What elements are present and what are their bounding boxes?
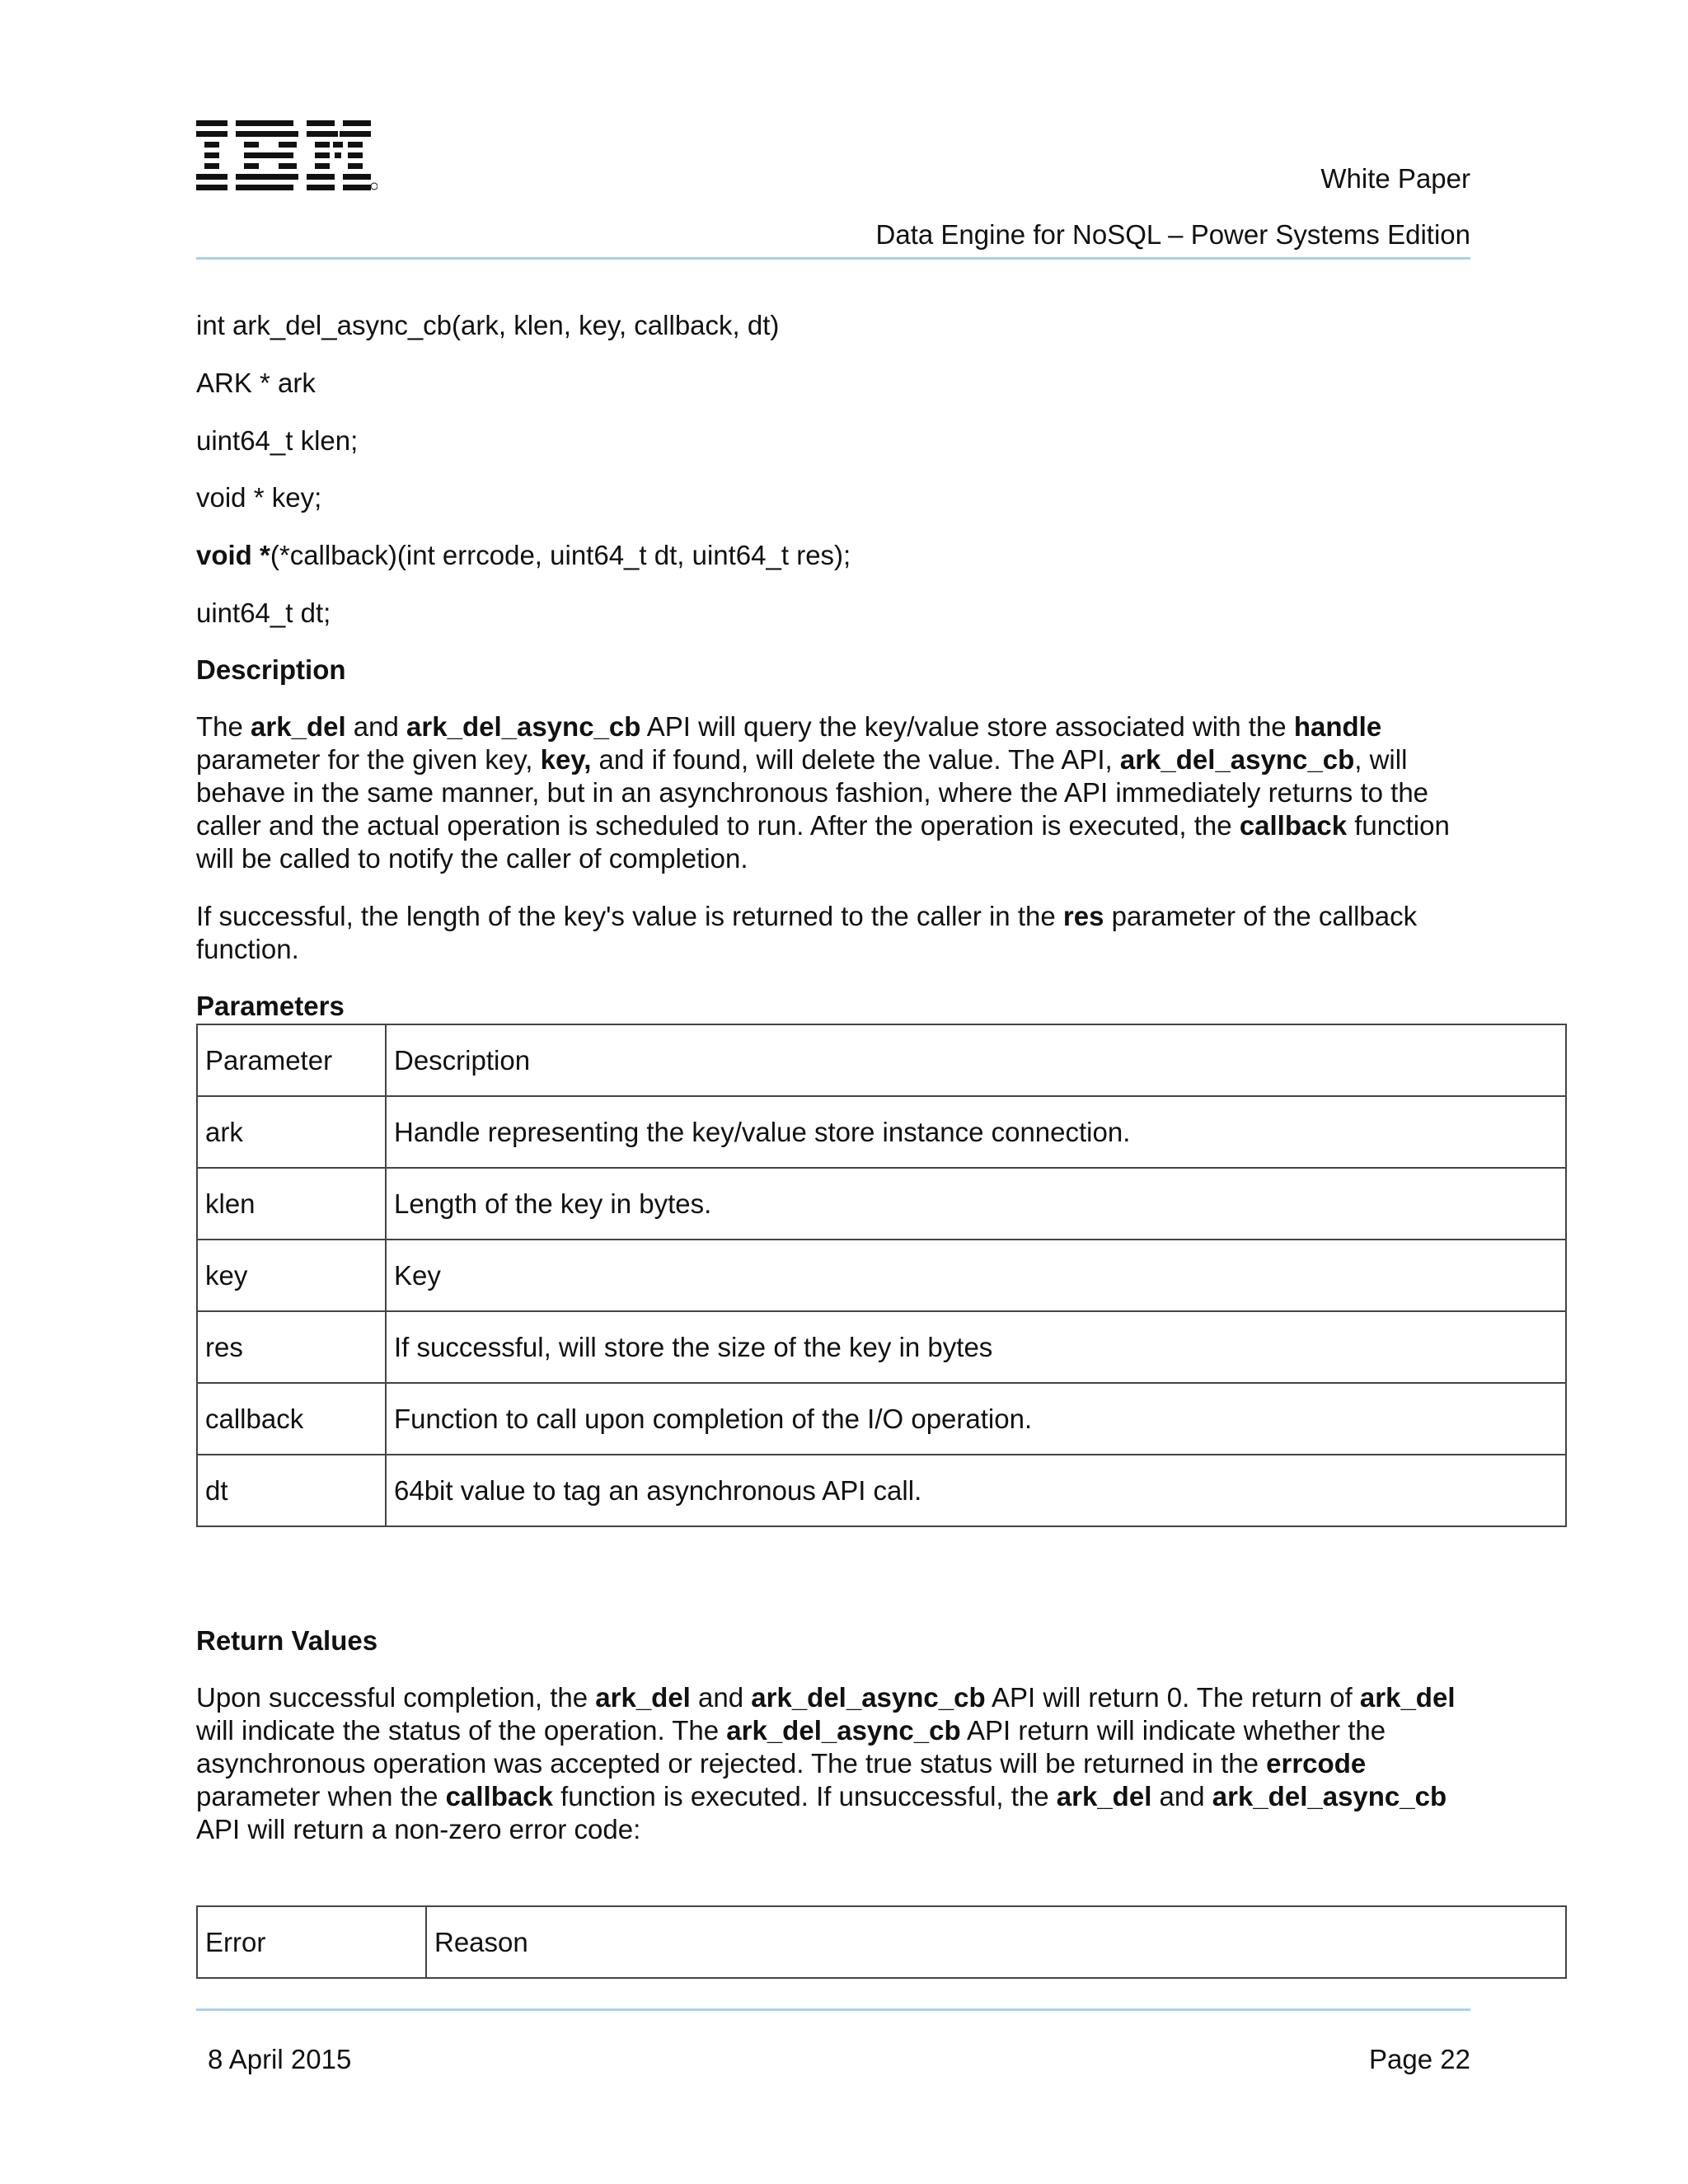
error-table	[196, 1905, 1567, 1979]
footer-date: 8 April 2015	[208, 2044, 352, 2074]
section-heading-parameters: Parameters	[196, 991, 345, 1021]
document-type: White Paper	[1320, 163, 1470, 194]
parameter-description: 64bit value to tag an asynchronous API call.	[386, 1455, 1566, 1526]
table-row	[197, 1240, 1566, 1311]
parameter-name: key	[197, 1240, 386, 1311]
table-header-row	[197, 1024, 1566, 1096]
ibm-logo	[196, 120, 377, 191]
parameters-table	[196, 1024, 1567, 1527]
parameter-description: Handle representing the key/value store instance connection.	[386, 1096, 1566, 1168]
text-span: (*callback)(int errcode, uint64_t dt, uint64_t res);	[270, 540, 851, 570]
return-values-paragraph: Upon successful completion, the ark_del and ark_del_async_cb API will return 0. The return of ark_del will indicate the status of the operation. The ark_del_async_cb API return will indicate whether the asynchronous operation was accepted or rejected. The true status will be returned in the errcode parameter when the callback function is executed. If unsuccessful, the ark_del and ark_del_async_cb API will return a non-zero error code:	[196, 1682, 1456, 1844]
bold-text: void *	[196, 540, 270, 570]
column-header: Parameter	[197, 1024, 386, 1096]
table-header-row	[197, 1906, 1566, 1978]
signature-line: uint64_t dt;	[196, 598, 331, 628]
signature-line: ARK * ark	[196, 368, 316, 398]
table-row	[197, 1455, 1566, 1526]
table-row	[197, 1168, 1566, 1240]
description-paragraph: The ark_del and ark_del_async_cb API will query the key/value store associated with the handle parameter for the given key, key, and if found, will delete the value. The API, ark_del_async_cb, will behave in the same manner, but in an asynchronous fashion, where the API immediately returns to the caller and the actual operation is scheduled to run. After the operation is executed, the callback function will be called to notify the caller of completion.	[196, 711, 1450, 874]
page-number: Page 22	[1369, 2044, 1470, 2074]
parameter-name: callback	[197, 1383, 386, 1455]
signature-line: int ark_del_async_cb(ark, klen, key, callback, dt)	[196, 310, 780, 340]
document-title: Data Engine for NoSQL – Power Systems Edition	[875, 219, 1470, 250]
table-row	[197, 1311, 1566, 1383]
section-heading-return-values: Return Values	[196, 1625, 378, 1656]
parameter-description: Function to call upon completion of the I/O operation.	[386, 1383, 1566, 1455]
column-header: Error	[197, 1906, 426, 1978]
parameter-description: Key	[386, 1240, 1566, 1311]
signature-line: void * key;	[196, 482, 322, 513]
header-rule	[196, 257, 1470, 260]
column-header: Reason	[426, 1906, 1566, 1978]
table-row	[197, 1383, 1566, 1455]
parameter-name: ark	[197, 1096, 386, 1168]
signature-line	[196, 540, 851, 571]
table-row	[197, 1096, 1566, 1168]
parameter-description: If successful, will store the size of the key in bytes	[386, 1311, 1566, 1383]
description-paragraph: If successful, the length of the key's value is returned to the caller in the res parameter of the callback function.	[196, 901, 1418, 964]
column-header: Description	[386, 1024, 1566, 1096]
parameter-description: Length of the key in bytes.	[386, 1168, 1566, 1240]
parameter-name: klen	[197, 1168, 386, 1240]
parameter-name: res	[197, 1311, 386, 1383]
section-heading-description: Description	[196, 654, 346, 685]
footer-rule	[196, 2008, 1470, 2011]
parameter-name: dt	[197, 1455, 386, 1526]
signature-line: uint64_t klen;	[196, 425, 359, 456]
